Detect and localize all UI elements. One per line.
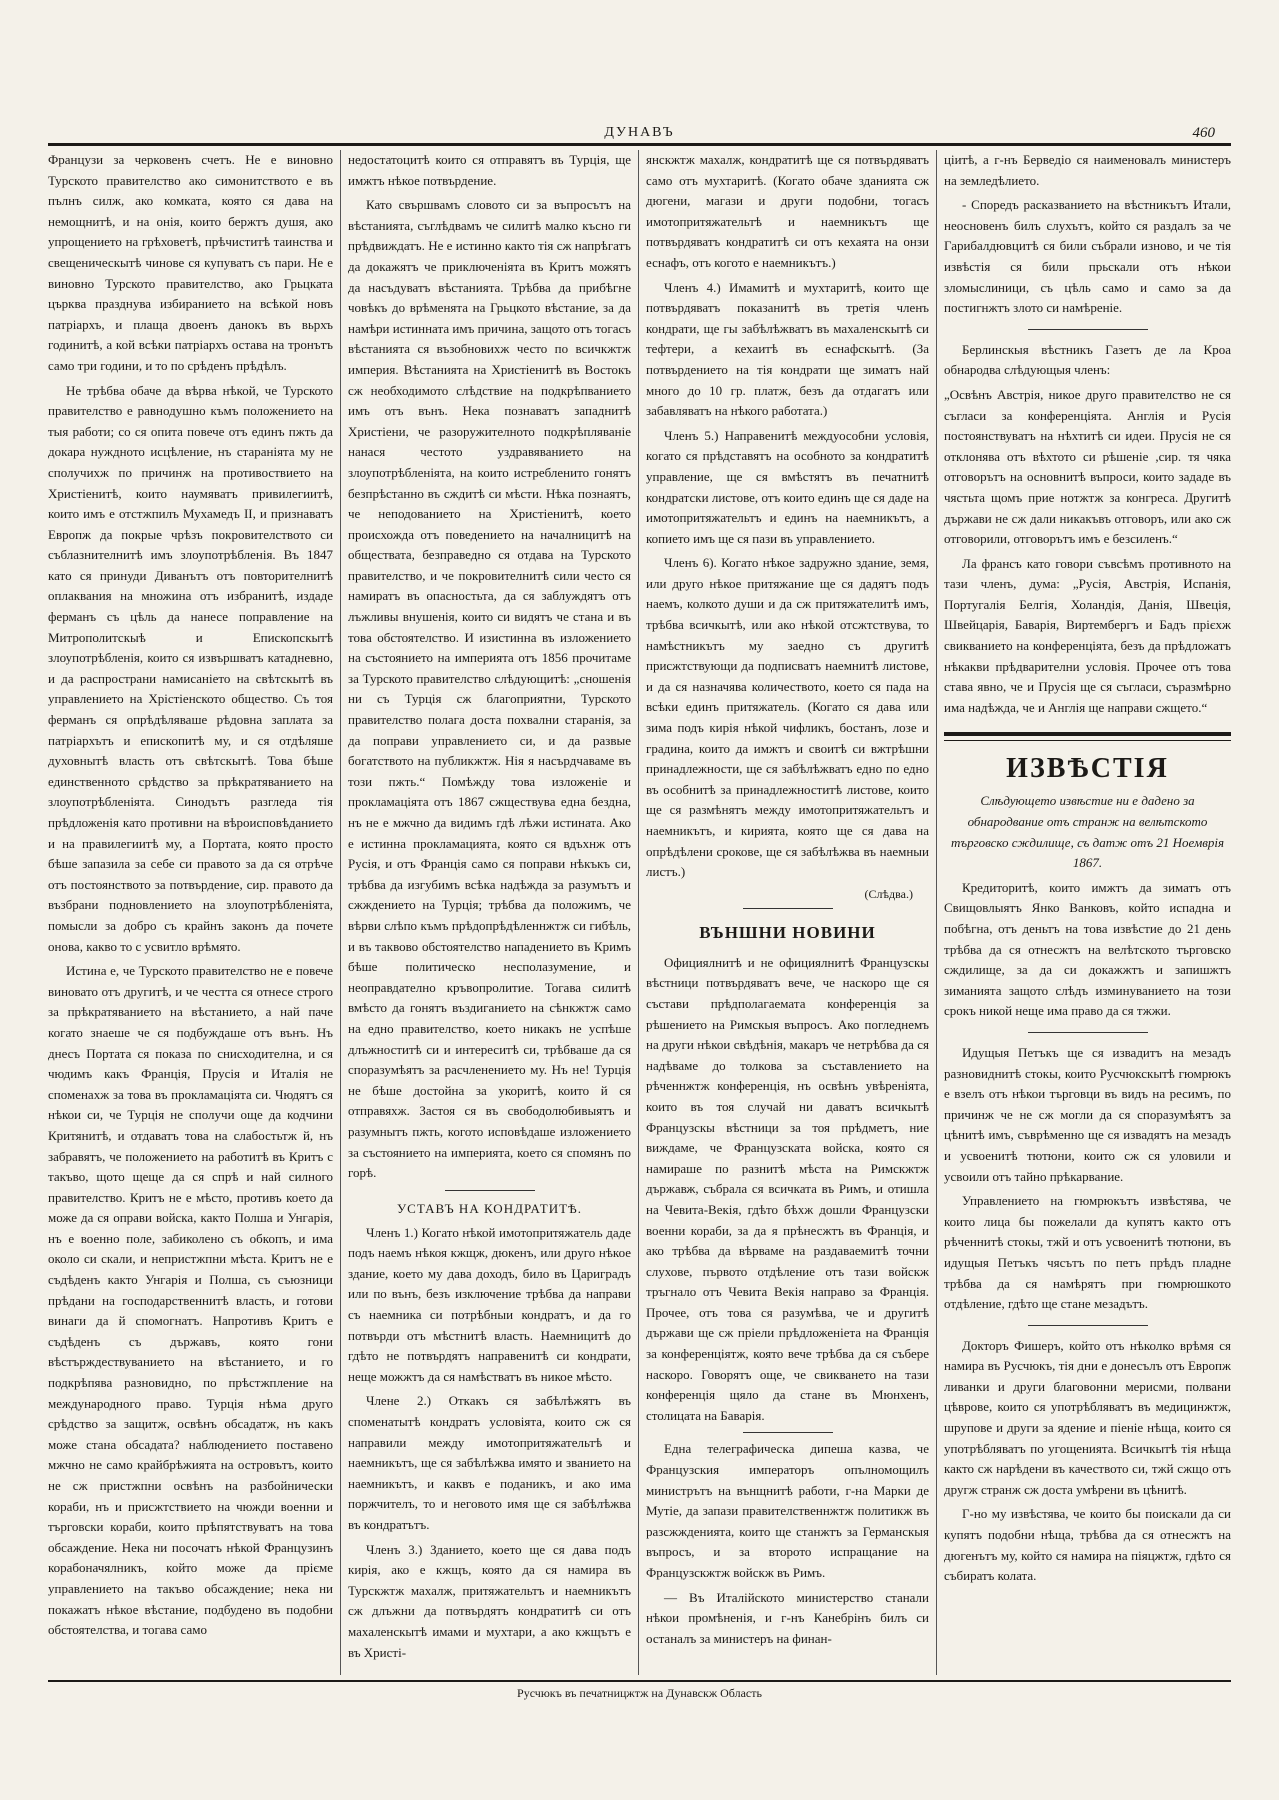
- column-divider: [936, 150, 937, 1675]
- paragraph: Официялнитѣ и не официялнитѣ Французскы вѣстници потвърдяватъ вече, че наскоро ще ся състави прѣдполагаемата конференція за рѣшението на Римскыя въпросъ. Ако погледнемъ на други нѣкои свѣдѣнія, макаръ че нетрѣбва да ся надѣваме до толкова за съставлението на рѣченнжтж конференція, нъ освѣнъ увѣреніята, които въ тоя случай ни даватъ всичкытѣ Французскы вѣстници за тоя прѣдметъ, ние виждаме, че Французската войска, която ся намираше по разнитѣ мѣста на Римскжтж държавж, събрала ся всичката въ Римъ, и отишла на Чевита-Векія, гдѣто бѣхж дошли Французски военни кораби, за да я прѣнесжтъ въ Франція, и ако трѣбва да вѣрваме на раздаваемитѣ точни слухове, първото отдѣление отъ тази войскж тръгнало отъ Чевита Векія направо за Франція. Прочее, отъ това ся разумѣва, че и другитѣ държави ще сж пріели прѣдложеніета на Франція за конференціятж, която вече трѣбва да ся събере наскоро. Говорятъ още, че свикването на тази конференція щяло да стане въ Мюнхенъ, столицата на Баварія.: [646, 954, 929, 1423]
- page-header: [48, 125, 1231, 143]
- continued-note: (Слѣдва.): [864, 886, 913, 901]
- paragraph: Една телеграфическа дипеша казва, че Французския императоръ опълномощилъ министрътъ на вънщнитѣ работи, г-на Марки де Мутіе, да запази правителственнжтж политикж въ разсжжденията, които ще станжтъ за Германскыя въпросъ, и за второто испращание на Французскжтж войскж въ Римъ.: [646, 1441, 929, 1580]
- paragraph: „Освѣнъ Австрія, никое друго правителство не ся съгласи за конференціята. Англія и Русія постоянствуватъ на нѣхтитѣ си идеи. Прусія не ся отклонява отъ вѣхтото си рѣшеніе ,сир. тя чяка отговорътъ на основнитѣ въпроси, които зададе въ чястьта щомъ прие нотжтж за конгреса. Другитѣ държави не сж дали никакъвъ отговоръ, или ако сж отговорили, отговорътъ имъ е безсиленъ.“: [944, 386, 1231, 547]
- divider: [743, 908, 833, 909]
- paragraph: Докторъ Фишеръ, който отъ нѣколко врѣмя ся намира въ Русчюкъ, тія дни е донесълъ отъ Европж ливанки и други благовонни мерисми, полвани цѣврове, които ся употрѣбляватъ въ медицинжтж, шрупове и други за ядение и піеніе нѣща, които ся употрѣбляватъ по угощенията. Всичкытѣ тія нѣща както сж нарѣдени въ качеството си, тжй сжщо отъ другж странж сж доста умѣрени въ цѣнитѣ.: [944, 1337, 1231, 1497]
- divider: [743, 1432, 833, 1433]
- paragraph: Като свършвамъ словото си за въпросътъ на вѣстанията, съглѣдвамъ че силитѣ малко късно ги прѣдвиждатъ. Не е истинно както тія сж напрѣгатъ да докажятъ че приключеніята въ Критъ можятъ да насъдуватъ вѣстанията. Трѣбва да прибѣгне човѣкъ до врѣменята на Грьцкото вѣстание, за да намѣри истинната имъ причина, защото отъ тогасъ вѣстанията ся възобновихж често по всичкжтж империя. Вѣстанията на Христіенитѣ въ Востокъ сж необходимото слѣдствие на подкрѣпванието имъ отъ вънъ. Нека познаватъ западнитѣ Христіени, че разоружителното подкрѣпляваніе нанася честото уздравяванието на злоупотрѣбленіята, на които истребленито гонятъ безпрѣстанно въ сждитѣ си мѣсти. Нѣка познаятъ, че неподованието на Христіенитѣ, което происхожда отъ поведението на началницитѣ на обществата, безправедно ся отдава на Турското правителство, и че покровителнитѣ сили често ся намиратъ въ опасностьта, да ся заблуждятъ отъ лъжливы внушенія, които си видятъ че стана и въ това обстоятелство. И изистинна въ изложението на състоянието на империята отъ 1856 прочитаме за Турското правителство слѣдующитѣ: „сношенія ни съ Турція сж благоприятни, Турското правителство полага доста похвални старанія, за да поправи управлението си, и да развые богатството на публикжтж. Нія я насърдчаваме въ този пжть.“ Помѣжду това изложеніе и прокламаціята отъ 1867 сжществува една бездна, нъ не е мжчно да видимъ гдѣ лѣжи истината. Ако е истинна прокламацията, която ся вдъхнж отъ Русія, и отъ Франція само ся поправи нѣкъкъ си, трѣбва да изгубимъ всѣка надѣжда за разумътъ и сжждението на Турція; трѣбва да положимъ, че вѣрви слѣпо къмъ прѣдопрѣдѣленнжтж си гибѣль, и въ таквово обстоятелство нападението въ Кримъ бѣше политическо несполазумение, и неоправдателно кръвопролитие. Тогава силитѣ вмѣсто да гонятъ въздиганието на сѣнкжтж само на едно правителство, което никакъ не успѣше длъжноститѣ си и интереситѣ си, трѣбваше да ся споразумѣятъ за расчленението му. Нъ не! Турція не бѣше достойна за укоритѣ, които й ся отправяхж. Застоя ся въ свободолюбивыятъ и разумнытъ пжть, когото исповѣдаше изложението за състоянието на империята, което ся спомянъ по горѣ.: [348, 197, 631, 1181]
- column-2: [348, 150, 631, 1675]
- epigraph: Слѣдующето извѣстие ни е дадено за обнародвание отъ странж на велѣтското търговско сждилище, съ датж отъ 21 Ноемврія 1867.: [950, 793, 1225, 871]
- section-title-foreign-news: ВЪНШНИ НОВИНИ: [699, 922, 876, 942]
- paragraph: Члене 2.) Откакъ ся забѣлѣжятъ въ споменатытѣ кондратъ условіята, които сж ся направили между имотопритяжательтѣ и наемникътъ, ще ся забѣлѣжва имято и званието на наемникътъ, и каквъ е поданикъ, и ако има поржчителъ, то и неговото имя ще ся забѣлѣжва въ кондратътъ.: [348, 1393, 631, 1532]
- paragraph: Управлението на гюмрюкътъ извѣстява, че които лица бы пожелали да купятъ както отъ рѣченнитѣ стокы, тжй и отъ усвоенитѣ тютюни, въ идущыя Петъкъ чясътъ по петъ прѣдъ пладне трѣбва да ся намѣрятъ при гюмрюшкото отдѣление, гдѣто ще стане мезадътъ.: [944, 1193, 1231, 1312]
- paragraph: Берлинскыя вѣстникъ Газетъ де ла Кроа обнародва слѣдующыя членъ:: [944, 341, 1231, 378]
- paragraph: Ла франсъ като говори съвсѣмъ противното на тази членъ, дума: „Русія, Австрія, Испанія, Португалія Белгія, Холандія, Данія, Швеція, Швейцарія, Баварія, Виртембергъ и Бадъ прієхж свикванието на конференціята, безъ да прѣдложатъ нѣкакви прѣдварителни условія. Прочее отъ това става явно, че и Прусія ще ся съгласи, съразмѣрно има надѣжда, че и Англія ще направи сжщето.“: [944, 555, 1231, 715]
- page-number: 460: [1192, 125, 1215, 141]
- paragraph: Истина е, че Турското правителство не е повече виновато отъ другитѣ, и че честта ся отнесе строго за прѣкратяванието на вѣстанието, а най паче когато знаеше че ся подбуждаше отъ вънъ. Нъ днесъ Портата ся показа по снисходителна, и ся чюдимъ какъ Франція, Прусія и Италія не споменахж за това въ прокламаціята си. Чюдятъ ся нѣкои си, че Турція не сполучи още да кодчини Критянитѣ, и отдаватъ това на слабостьтж й, нъ забравятъ, че положението на работитѣ въ Критъ с такъво, щото щеще да ся спрѣ и най силного правителство. Критъ не е мѣсто, противъ което да може да ся оправи войска, както Полша и Унгарія, нъ е военно поле, забиколено съ обкопъ, и има около си скали, и непристжпни мѣста. Критъ не е съдѣденъ както Унгарія и Полша, съ съюзници прѣдани на господарственнитѣ власть, и готови винаги да й спомогнатъ. Напротивъ Критъ е съдѣденъ съ държавъ, която гони вѣстърждествуванието на вѣстанието, и го подкрѣпява разновидно, по прѣстжпление на международного право. Турція нѣма друго срѣдство за защитж, освѣнъ обсадатж, нъ какъ може стана обсадата? наблюдението поставено мжчно не само крайбрѣжията на островътъ, които не сж пристжпни освѣнъ на разбойнически кораби, нъ и присжтствието на чюжди военни и търговски кораби, които прѣпятствуватъ на това обсаждение. Нека ни посочатъ нѣкой Французинъ корабоначялникъ, който може да прієме управлението на такъво обсаждение; нека ни покажатъ нѣкое вѣстание, подбудено въ подобни обстоятелства, и тогава само: [48, 963, 333, 1638]
- paragraph: - Споредъ расказванието на вѣстникътъ Итали, неосновенъ билъ слухътъ, който ся раздалъ за че Гарибалдювцитѣ ся били събрали изново, и че тія извѣстія ся били прьскали отъ нѣкои зломыслиници, съ цѣль само и само за да постигнжтъ злото си намѣреніе.: [944, 197, 1231, 316]
- printer-imprint: Русчюкъ въ печатницжтж на Дунавскж Область: [517, 1686, 762, 1700]
- divider: [1028, 1032, 1148, 1033]
- column-4: [944, 150, 1231, 1675]
- footer-rule: [48, 1680, 1231, 1682]
- section-title-news: ИЗВѢСТІЯ: [1006, 753, 1169, 785]
- paragraph: Кредиторитѣ, които имжтъ да зиматъ отъ Свищовлыятъ Янко Ванковъ, който испадна и побѣгна, отъ деньтъ на това извѣстие до 21 день трѣбва да ся отнесжтъ на велѣтското търговско сждилище, за да си докажжтъ и запишжтъ зиманията защото слѣдъ изминуванието на този срокъ никой неще има право да ся тжжи.: [944, 879, 1231, 1019]
- divider: [445, 1190, 535, 1191]
- paragraph: Французи за черковенъ счетъ. Не е виновно Турското правителство ако симонитството е въ пълнъ силж, ако комката, която ся дава на немощнитѣ, и на онія, които бержтъ душя, ако упрощението на грѣховетѣ, прѣчиститѣ таинства и свещеническытѣ чинове ся купуватъ съ пари. Не е виновно Турското правителство, ако Грьцката църква празднува избиранието на всѣкой новъ патріархъ, и плаща двоенъ данокъ въ вьрхъ годинитѣ, а кой всѣки патріархъ остава на тронътъ само три години, и то по срѣденъ прѣдѣлъ.: [48, 152, 333, 373]
- divider: [1028, 1325, 1148, 1326]
- paragraph: Членъ 1.) Когато нѣкой имотопритяжатель даде подъ наемъ нѣкоя кжщж, дюкенъ, или друго нѣкое здание, което му дава доходъ, било въ Цариградъ или по вънъ, безъ изключение трѣбва да направи съ наемника си потрѣбныи кондратъ, и да го потвърди отъ мѣстнитѣ власть. Наемницитѣ до гдѣто не потвърдятъ направенитѣ си кондрати, неще можжтъ да ся намѣстватъ въ никое мѣсто.: [348, 1224, 631, 1384]
- column-divider: [638, 150, 639, 1675]
- paragraph: Членъ 4.) Имамитѣ и мухтаритѣ, които ще потвърдяватъ показанитѣ въ третія членъ кондрати, ще гы забѣлѣжватъ въ махаленскытѣ си тефтери, а кехаитѣ въ еснафскытѣ. (За потвърдението на тія кондрати ще зиматъ най много до 10 гр. платж, безъ да отдагатъ или забавляватъ на нѣкого работата.): [646, 279, 929, 419]
- header-rule: [48, 143, 1231, 146]
- paragraph: — Въ Италійското министерство станали нѣкои промѣненія, и г-нъ Канебрінъ билъ си останалъ за министеръ на финан-: [646, 1589, 929, 1646]
- paragraph: ціитѣ, а г-нъ Берведіо ся наименовалъ министеръ на земледѣлието.: [944, 152, 1231, 188]
- paragraph: Г-но му извѣстява, че които бы поискали да си купятъ подобни нѣща, трѣбва да ся отнесжтъ на дюгенътъ му, който ся намира на піяцжтж, гдѣто ся събиратъ колата.: [944, 1506, 1231, 1584]
- paragraph: янскжтж махалж, кондратитѣ ще ся потвърдяватъ само отъ мухтаритѣ. (Когато обаче зданията сж дюгени, магази и други подобни, тогасъ имотопритяжательтѣ и наемникътъ ще потвърдяватъ кондратитѣ си отъ кехаята на онзи еснафъ, отъ когото е наемникътъ.): [646, 152, 929, 270]
- column-1: [48, 150, 333, 1675]
- paragraph: недостатоцитѣ които ся отправятъ въ Турція, ще имжтъ нѣкое потвърдение.: [348, 152, 631, 188]
- paragraph: Членъ 3.) Зданието, което ще ся дава подъ кирія, ако е кжщъ, която да ся намира въ Турскжтж махалж, притяжательтъ и наемникътъ сж длъжни да потвърдятъ кондратитѣ си отъ махаленскытѣ имами и мухтари, а ако кжщътъ е въ Христі-: [348, 1541, 631, 1660]
- column-3: [646, 150, 929, 1675]
- paragraph: Идущыя Петъкъ ще ся извадитъ на мезадъ разновиднитѣ стокы, които Русчюкскытѣ гюмрюкъ е взелъ отъ нѣкои търговци въ видъ на ресимъ, по причинж че не сж могли да ся споразумѣятъ за цѣнитѣ имъ, съврѣменно ще ся извадятъ на мезадъ и усвоенитѣ тютюни, които сж ся уловили и усвоили отъ тайно прѣкарвание.: [944, 1044, 1231, 1184]
- section-rule-thick: [944, 732, 1231, 736]
- section-title-ustav: УСТАВЪ НА КОНДРАТИТѢ.: [396, 1200, 583, 1216]
- paragraph: Членъ 5.) Направенитѣ междуособни условія, когато ся прѣдставятъ на особното за кондратитѣ управление, ще ся вмѣстятъ въ печатнитѣ кондратски листове, отъ които единъ ще ся даде на имотопритяжательтъ и единъ на наемникътъ, а копието имъ ще ся пази въ управлението.: [646, 427, 929, 546]
- columns: [48, 150, 1231, 1675]
- paragraph: Не трѣбва обаче да вѣрва нѣкой, че Турското правителство е равнодушно къмъ положението на тыя работи; со ся опита повече отъ единъ пжть да докара нуждното исцѣление, нъ стараніята му не сполучихж по причинж на противоствието на Христіенитѣ, които наумяватъ привилегиитѣ, които имъ е отстжпилъ Мухамедъ II, и признаватъ Европж да покрые чрѣзъ покровителството си съблазнителнитѣ имъ злоупотрѣбленія. Въ 1847 като ся принуди Диванътъ отъ повторителнитѣ оплаквания на множина отъ избранитѣ, издаде ферманъ съ цѣль да нанесе поправление на Митрополитскыѣ и Епископскытѣ злоупотрѣбленія, които ся извършватъ катадневно, и да распространи намисаніето на свѣтскытѣ въ управлението на Хрістіенското общество. Съ тоя ферманъ ся опрѣдѣляваше рѣдовна заплата за патріархътъ и епископитѣ му, и ся отдѣляше духовнытѣ власть отъ свѣтскытѣ. Това бѣше единственното срѣдство за прѣкратяванието на злоупотрѣбленіята. Синодътъ разгледа тія прѣдложенія като противни на вѣроисповѣданието и на правилегиитѣ му, а Портата, която просто бѣше запазила за себе си правото за да ся отрѣче отъ постоянството за потвърдение, сир. правото да възбрани подновлението на злоупотрѣбленіята, помысли за добро съ крайнъ законъ да почете онова, какво то с усвитло врѣмято.: [48, 382, 333, 954]
- paragraph: Членъ 6). Когато нѣкое задружно здание, земя, или друго нѣкое притяжание ще ся дадятъ подъ наемъ, колкото души и да сж притяжателитѣ имъ, трѣбва всичкытѣ, или ако нѣкой отсжтствува, то намѣстникътъ му заедно съ другитѣ присжтствующи да подписватъ наемнитѣ листове, и да ся назначява количеството, което ся пада на всѣки единъ притяжатель. (Когато ся дава или зима подъ кирія нѣкой чифликъ, бостанъ, лозе и градина, които да имжтъ и своитѣ си вжтрѣшни принадлежности, ще ся забѣлѣжватъ едно по едно въ особнитѣ за принадлежноститѣ листове, които ще ся размѣнятъ между имотопритяжательтъ и наемникътъ, и кирията, която ще ся дава на опрѣдѣлени срокове, ще ся забѣлѣжва въ наемныи листъ.): [646, 555, 929, 880]
- column-divider: [340, 150, 341, 1675]
- newspaper-title: ДУНАВЪ: [604, 125, 675, 140]
- section-rule-thin: [944, 740, 1231, 741]
- divider: [1028, 329, 1148, 330]
